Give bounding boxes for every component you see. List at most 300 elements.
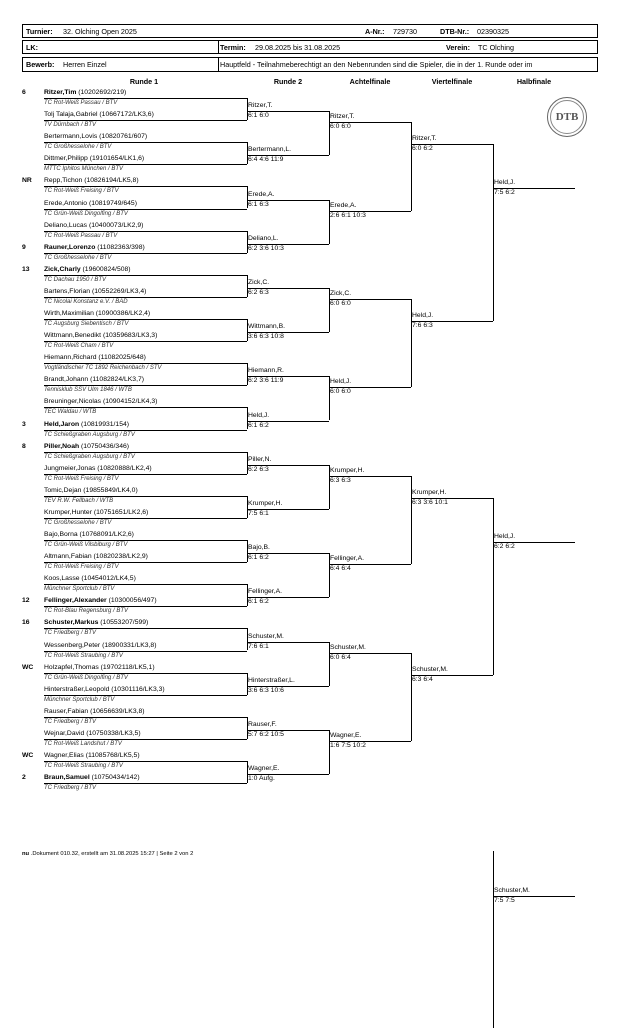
bracket-connector [247,628,248,650]
col-header-runde1: Runde 1 [129,77,159,86]
player-club: TC Großhesselohe / BTV [44,519,112,526]
player-name: Koos,Lasse [44,575,80,583]
player-underline [44,452,247,453]
bracket-connector [247,407,248,429]
player-info: (10552269/LK3,4) [91,287,147,295]
match-winner: Fellinger,A. [330,555,365,563]
player-club: TC Rot-Weiß Freising / BTV [44,188,119,195]
match-score: 3:6 6:3 10:6 [248,686,284,694]
player-row [44,133,147,141]
player-club: TC Rot-Weiß Cham / BTV [44,343,114,350]
bracket-connector [493,851,494,1028]
match-winner: Held,J. [248,411,270,419]
player-name: Erede,Antonio [44,199,88,207]
player-club: TC Grün-Weiß Vilsbiburg / BTV [44,542,128,548]
player-name: Brandt,Johann [44,376,89,384]
winner-underline [247,244,329,245]
header-divider-2 [218,57,219,72]
match-winner: Bajo,B. [248,544,270,552]
player-name: Held,Jaron [44,420,80,428]
match-score: 7:5 7:5 [494,896,515,904]
player-club: TC Augsburg Siebentisch / BTV [44,321,129,327]
bewerb-label: Bewerb: [26,60,55,69]
player-info: (11082824/LK3,7) [90,376,145,384]
col-header-achtelfinale: Achtelfinale [349,77,391,86]
match-score: 3:6 6:3 10:8 [248,333,284,341]
winner-underline [493,542,575,543]
winner-underline [247,553,329,554]
player-info: (11082025/648) [98,354,146,362]
player-row [44,310,150,318]
bracket-connector [247,452,248,474]
winner-underline [247,200,329,201]
match-winner: Ritzer,T. [248,102,273,110]
player-info: (18900331/LK3,8) [102,641,157,649]
match-winner: Schuster,M. [248,632,284,640]
match-score: 6:2 3:6 11:9 [248,377,284,385]
player-info: (10904152/LK4,3) [102,398,158,406]
player-row [44,288,146,296]
bracket-connector [329,465,330,509]
match-score: 6:0 6:0 [330,299,351,307]
player-row [44,465,152,473]
player-underline [44,341,247,342]
winner-underline [247,730,329,731]
player-underline [44,584,247,585]
winner-underline [329,741,411,742]
match-score: 6:0 6:0 [330,123,351,131]
player-underline [44,540,247,541]
player-name: Breuninger,Nicolas [44,398,102,406]
bewerb-value: Herren Einzel [63,60,107,69]
player-name: Fellinger,Alexander [44,597,107,605]
winner-underline [411,144,493,145]
player-name: Rauner,Lorenzo [44,243,96,251]
player-info: (11085768/LK5,5) [85,752,140,759]
match-score: 6:2 6:2 [494,543,515,551]
match-winner: Hinterstraßer,L. [248,676,295,684]
player-club: TC Schießgraben Augsburg / BTV [44,453,135,460]
player-club: TC Rot-Blau Regensburg / BTV [44,608,129,615]
player-underline [44,628,247,629]
player-underline [44,385,247,386]
player-underline [44,761,247,762]
player-row [44,619,148,627]
winner-underline [493,896,575,897]
player-info: (10400073/LK2,9) [88,221,144,229]
match-score: 6:1 6:2 [248,421,269,429]
winner-underline [329,476,411,477]
match-winner: Zick,C. [330,289,352,297]
winner-underline [329,387,411,388]
header-row-lk [22,40,598,54]
winner-underline [247,376,329,377]
player-info: (10820888/LK2,4) [97,464,152,472]
match-winner: Schuster,M. [330,643,366,651]
match-winner: Ritzer,T. [330,113,355,121]
player-row [44,244,145,252]
player-info: (19600824/508) [82,265,131,273]
player-info: (10656639/LK3,8) [90,707,145,715]
player-club: TC Rot-Weiß Landshut / BTV [44,740,122,747]
player-underline [44,231,247,232]
match-winner: Wagner,E. [330,731,362,739]
player-info: (10359683/LK3,3) [102,332,158,340]
bracket-connector [411,122,412,210]
player-club: TEV R.W. Fellbach / WTB [44,497,114,504]
winner-underline [493,188,575,189]
player-info: (10202692/219) [78,89,127,96]
player-row [44,642,156,650]
player-club: TC Friedberg / BTV [44,718,97,725]
match-winner: Held,J. [412,312,434,320]
player-info: (10553207/599) [100,619,149,627]
bracket-connector [247,673,248,695]
match-winner: Ritzer,T. [412,135,437,143]
player-row [44,686,165,694]
player-row [44,730,141,738]
anr-label: A-Nr.: [365,27,385,36]
player-name: Bertermann,Lovis [44,133,98,141]
player-row [44,200,137,208]
player-row [44,664,155,672]
player-row [44,487,138,495]
player-club: TV Dürnbach / BTV [44,122,97,129]
player-club: TC Rot-Weiß Freising / BTV [44,475,119,482]
player-row [44,177,139,185]
match-winner: Held,J. [494,179,516,187]
footer [22,851,193,857]
player-info: (10900386/LK2,4) [95,310,151,317]
header-row-turnier [22,24,598,38]
bracket-connector [247,275,248,297]
player-club: TC Nicolai Konstanz e.V. / BAD [44,298,128,305]
player-seed: 8 [22,442,26,450]
verein-value: TC Olching [478,43,514,52]
match-winner: Erede,A. [248,190,275,198]
winner-underline [411,498,493,499]
player-underline [44,430,247,431]
match-winner: Fellinger,A. [248,588,283,596]
match-score: 6:4 6:4 [330,565,351,573]
winner-underline [247,155,329,156]
player-info: (10819749/645) [88,199,137,207]
bracket-connector [411,476,412,564]
winner-underline [329,653,411,654]
match-score: 5:7 6:2 10:5 [248,730,284,738]
winner-underline [247,421,329,422]
match-score: 6:1 6:2 [248,598,269,606]
bracket-connector [329,642,330,686]
player-club: TC Rot-Weiß Straubing / BTV [44,763,123,769]
player-underline [44,319,247,320]
turnier-label: Turnier: [26,27,53,36]
match-score: 7:5 6:1 [248,509,269,517]
match-score: 7:5 6:2 [494,189,515,197]
bracket-connector [247,319,248,341]
player-club: TC Rot-Weiß Passau / BTV [44,232,118,239]
winner-underline [329,122,411,123]
bracket-connector [247,540,248,562]
player-row [44,443,129,451]
bracket-connector [247,584,248,606]
player-name: Tolj Talaja,Gabriel [44,111,98,119]
match-score: 6:3 6:3 [330,476,351,484]
player-info: (10667172/LK3,6) [99,111,154,119]
player-row [44,708,145,716]
player-name: Wagner,Elias [44,752,84,759]
player-club: TC Schießgraben Augsburg / BTV [44,431,135,438]
player-club: Vogtländischer TC 1892 Reichenbach / STV [44,365,162,372]
player-underline [44,98,247,99]
bracket-connector [247,761,248,783]
player-underline [44,186,247,187]
player-club: TC Großhesselohe / BTV [44,254,112,261]
match-winner: Rauser,F. [248,720,277,728]
match-score: 6:0 6:4 [330,653,351,661]
bracket-connector [329,200,330,244]
match-winner: Deliano,L. [248,234,279,242]
player-club: TC Friedberg / BTV [44,630,97,637]
player-name: Piller,Noah [44,442,80,450]
player-underline [44,363,247,364]
match-score: 6:2 6:3 [248,465,269,473]
player-club: TEC Waldau / WTB [44,409,97,416]
bracket-connector [329,730,330,774]
player-seed: WC [22,752,34,759]
dtbnr-value: 02390325 [477,27,509,36]
player-name: Ritzer,Tim [44,89,77,96]
player-underline [44,474,247,475]
match-score: 6:1 6:3 [248,200,269,208]
winner-underline [247,332,329,333]
match-score: 6:1 6:0 [248,112,269,120]
bracket-connector [247,142,248,164]
player-info: (10768091/LK2,6) [79,531,134,538]
winner-underline [329,299,411,300]
match-score: 7:6 6:3 [412,322,433,330]
col-header-runde2: Runde 2 [273,77,303,86]
verein-label: Verein: [446,43,470,52]
col-header-viertelfinale: Viertelfinale [431,77,473,86]
bracket-connector [493,498,494,675]
match-winner: Piller,N. [248,455,272,463]
player-name: Deliano,Lucas [44,221,88,229]
player-row [44,266,131,274]
termin-value: 29.08.2025 bis 31.08.2025 [255,43,341,52]
player-row [44,553,148,561]
player-name: Jungmeier,Jonas [44,464,96,472]
player-club: TC Großhesselohe / BTV [44,144,112,151]
player-info: (10820238/LK2,9) [93,553,148,561]
player-row [44,531,134,539]
player-name: Schuster,Markus [44,619,99,627]
player-name: Bartens,Florian [44,287,91,295]
player-name: Braun,Samuel [44,774,90,782]
bracket-connector [411,299,412,387]
match-score: 6:2 6:3 [248,288,269,296]
match-winner: Held,J. [494,533,516,541]
match-winner: Schuster,M. [412,665,448,673]
dtb-logo-text: DTB [555,111,579,123]
player-info: (10301116/LK3,3) [111,685,165,693]
termin-label: Termin: [220,43,246,52]
player-row [44,597,157,605]
player-name: Repp,Tichon [44,177,83,185]
player-info: (19702118/LK5,1) [100,663,155,671]
player-seed: 2 [22,774,26,782]
player-name: Wittmann,Benedikt [44,332,102,340]
player-club: TC Grün-Weiß Dingolfing / BTV [44,210,128,217]
player-row [44,155,144,163]
player-info: (10750338/LK3,5) [86,729,141,737]
dtbnr-label: DTB-Nr.: [440,27,470,36]
player-underline [44,606,247,607]
player-underline [44,695,247,696]
player-row [44,752,140,760]
player-info: (11082363/398) [97,243,145,251]
bracket-connector [411,653,412,741]
winner-underline [247,111,329,112]
bracket-connector [247,231,248,253]
player-seed: 16 [22,619,30,627]
player-name: Altmann,Fabian [44,553,92,561]
bracket-connector [247,98,248,120]
winner-underline [247,288,329,289]
player-row [44,89,126,97]
match-score: 6:1 6:2 [248,554,269,562]
player-name: Wessenberg,Peter [44,641,101,649]
player-underline [44,673,247,674]
player-row [44,509,148,517]
player-underline [44,209,247,210]
player-info: (10826194/LK5,8) [84,177,139,185]
winner-underline [247,597,329,598]
winner-underline [329,211,411,212]
player-underline [44,651,247,652]
player-name: Bajo,Borna [44,531,78,538]
player-club: Münchner Sportclub / BTV [44,586,115,593]
match-score: 7:6 6:1 [248,642,269,650]
bracket-connector [329,376,330,420]
player-info: (10820761/607) [99,133,148,141]
player-club: TC Dachau 1950 / BTV [44,276,107,283]
winner-underline [247,642,329,643]
player-club: TC Grün-Weiß Dingolfing / BTV [44,674,128,681]
player-name: Rauser,Fabian [44,707,89,715]
player-name: Tomic,Dejan [44,486,82,494]
header-divider-1 [218,40,219,54]
player-underline [44,297,247,298]
player-seed: 12 [22,597,30,605]
match-winner: Krumper,H. [412,488,447,496]
player-underline [44,253,247,254]
match-score: 6:2 3:6 10:3 [248,244,284,252]
player-seed: WC [22,663,34,671]
match-score: 6:4 4:6 11:9 [248,156,284,164]
lk-label: LK: [26,43,38,52]
player-club: TC Rot-Weiß Straubing / BTV [44,652,123,659]
col-header-halbfinale: Halbfinale [516,77,552,86]
player-seed: 3 [22,420,26,428]
match-score: 6:3 6:4 [412,675,433,683]
player-info: (19855849/LK4,0) [83,486,138,494]
player-underline [44,717,247,718]
player-underline [44,496,247,497]
player-row [44,421,129,429]
player-info: (10750434/142) [91,774,140,782]
match-winner: Erede,A. [330,201,357,209]
player-info: (10751651/LK2,6) [93,508,149,516]
player-club: Münchner Sportclub / BTV [44,696,115,703]
match-winner: Wittmann,B. [248,323,286,331]
player-info: (10750436/346) [81,442,130,450]
player-underline [44,518,247,519]
match-winner: Wagner,E. [248,765,280,773]
player-underline [44,164,247,165]
match-winner: Bertermann,L. [248,146,292,154]
bracket-connector [329,553,330,597]
player-club: Tennisklub SSV Ulm 1846 / WTB [44,387,132,394]
player-info: (19101654/LK1,6) [89,155,145,163]
player-club: MTTC Iphitos München / BTV [44,166,124,173]
header-row-bewerb [22,57,598,72]
player-name: Zick,Charly [44,265,81,273]
player-underline [44,407,247,408]
player-name: Dittmer,Philipp [44,155,88,163]
player-row [44,111,154,119]
hauptfeld-text: Hauptfeld - Teilnahmeberechtigt an den Nebenrunden sind die Spieler, die in der 1. Runde oder im [220,60,533,69]
bracket-connector [329,288,330,332]
player-underline [44,120,247,121]
match-winner: Krumper,H. [248,499,283,507]
player-name: Wirth,Maximilian [44,310,94,317]
player-name: Hinterstraßer,Leopold [44,685,110,693]
player-name: Krumper,Hunter [44,508,92,516]
match-score: 6:0 6:0 [330,388,351,396]
footer-text: .Dokument 010.32, erstellt am 31.08.2025 15:27 | Seite 2 von 2 [29,851,194,857]
player-info: (10454012/LK4,5) [81,575,136,583]
player-row [44,376,144,384]
match-winner: Zick,C. [248,278,270,286]
anr-value: 729730 [393,27,417,36]
player-row [44,354,146,362]
winner-underline [411,321,493,322]
player-seed: NR [22,177,32,185]
dtb-logo [547,97,587,137]
player-row [44,332,157,340]
player-row [44,398,157,406]
winner-underline [247,686,329,687]
bracket-connector [247,496,248,518]
match-score: 1:0 Aufg. [248,775,275,783]
winner-underline [411,675,493,676]
player-seed: 13 [22,265,30,273]
player-underline [44,783,247,784]
bracket-connector [247,717,248,739]
turnier-value: 32. Olching Open 2025 [63,27,137,36]
player-info: (10819931/154) [81,420,130,428]
player-underline [44,562,247,563]
winner-underline [247,774,329,775]
bracket-connector [247,363,248,385]
footer-nu: nu [22,851,30,857]
player-name: Wejnar,David [44,729,85,737]
player-underline [44,739,247,740]
match-score: 1:6 7:5 10:2 [330,741,366,749]
player-row [44,774,140,782]
player-name: Hiemann,Richard [44,354,97,362]
